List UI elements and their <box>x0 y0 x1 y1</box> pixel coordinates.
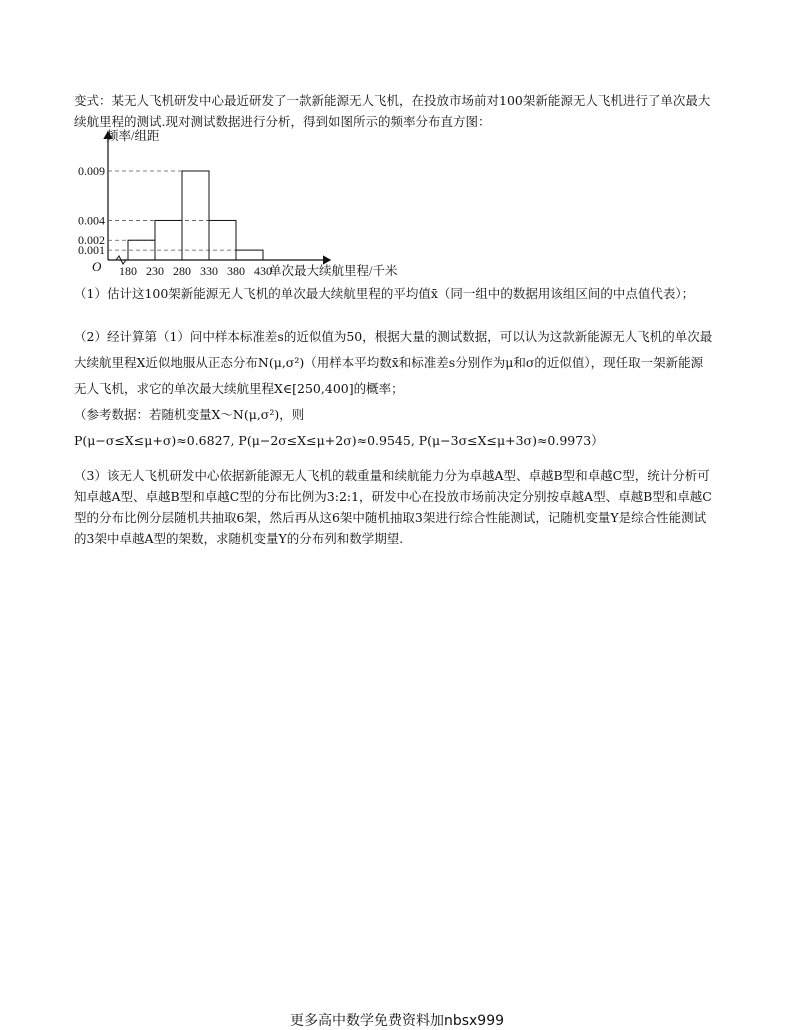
frequency-histogram <box>66 126 446 286</box>
question-2-block <box>74 324 714 454</box>
reference-data-formula: P(μ−σ≤X≤μ+σ)≈0.6827, P(μ−2σ≤X≤μ+2σ)≈0.9545, P(μ−3σ≤X≤μ+3σ)≈0.9973） <box>74 433 604 448</box>
x-tick-label: 330 <box>200 264 218 278</box>
problem-intro: 变式：某无人飞机研发中心最近研发了一款新能源无人飞机，在投放市场前对100架新能源无人飞机进行了单次最大续航里程的测试.现对测试数据进行分析，得到如图所示的频率分布直方图： <box>74 93 711 129</box>
question-3: （3）该无人飞机研发中心依据新能源无人飞机的载重量和续航能力分为卓越A型、卓越B型和卓越C型，统计分析可知卓越A型、卓越B型和卓越C型的分布比例为3:2:1，研发中心在投放市场前决定分别按卓越A型、卓越B型和卓越C型的分布比例分层随机共抽取6架，然后再从这6架中随机抽取3架进行综合性能测试，记随机变量Y是综合性能测试的3架中卓越A型的架数，求随机变量Y的分布列和数学期望. <box>74 468 712 546</box>
x-tick-label: 230 <box>146 264 164 278</box>
y-tick-label: 0.001 <box>78 243 105 258</box>
histogram-bar <box>209 220 236 260</box>
x-tick-label: 380 <box>227 264 245 278</box>
y-axis-label: 频率/组距 <box>106 129 160 143</box>
y-tick-label: 0.009 <box>78 164 105 178</box>
histogram-figure <box>66 126 446 286</box>
question-1: （1）估计这100架新能源无人飞机的单次最大续航里程的平均值x̄（同一组中的数据用该组区间的中点值代表）； <box>74 286 695 301</box>
y-tick-label: 0.004 <box>78 213 105 228</box>
x-tick-label: 180 <box>119 264 137 278</box>
histogram-bar <box>155 220 182 260</box>
x-tick-label: 280 <box>173 264 191 278</box>
question-2: （2）经计算第（1）问中样本标准差s的近似值为50，根据大量的测试数据，可以认为这款新能源无人飞机的单次最大续航里程X近似地服从正态分布N(μ,σ²)（用样本平均数x̄和标准差s分别作为μ和σ的近似值），现任取一架新能源无人飞机，求它的单次最大续航里程X∈[250,400]的概率； <box>74 329 713 396</box>
x-tick-label: 430 <box>254 264 272 278</box>
reference-data-intro: （参考数据：若随机变量X～N(μ,σ²)，则 <box>74 407 305 422</box>
x-axis-label: 单次最大续航里程/千米 <box>269 264 398 278</box>
histogram-bar <box>236 250 263 260</box>
y-tick-label: 0.002 <box>78 233 105 248</box>
histogram-bar <box>182 171 209 260</box>
page-footer: 更多高中数学免费资料加nbsx999 <box>289 1013 505 1029</box>
origin-label: O <box>92 259 102 274</box>
